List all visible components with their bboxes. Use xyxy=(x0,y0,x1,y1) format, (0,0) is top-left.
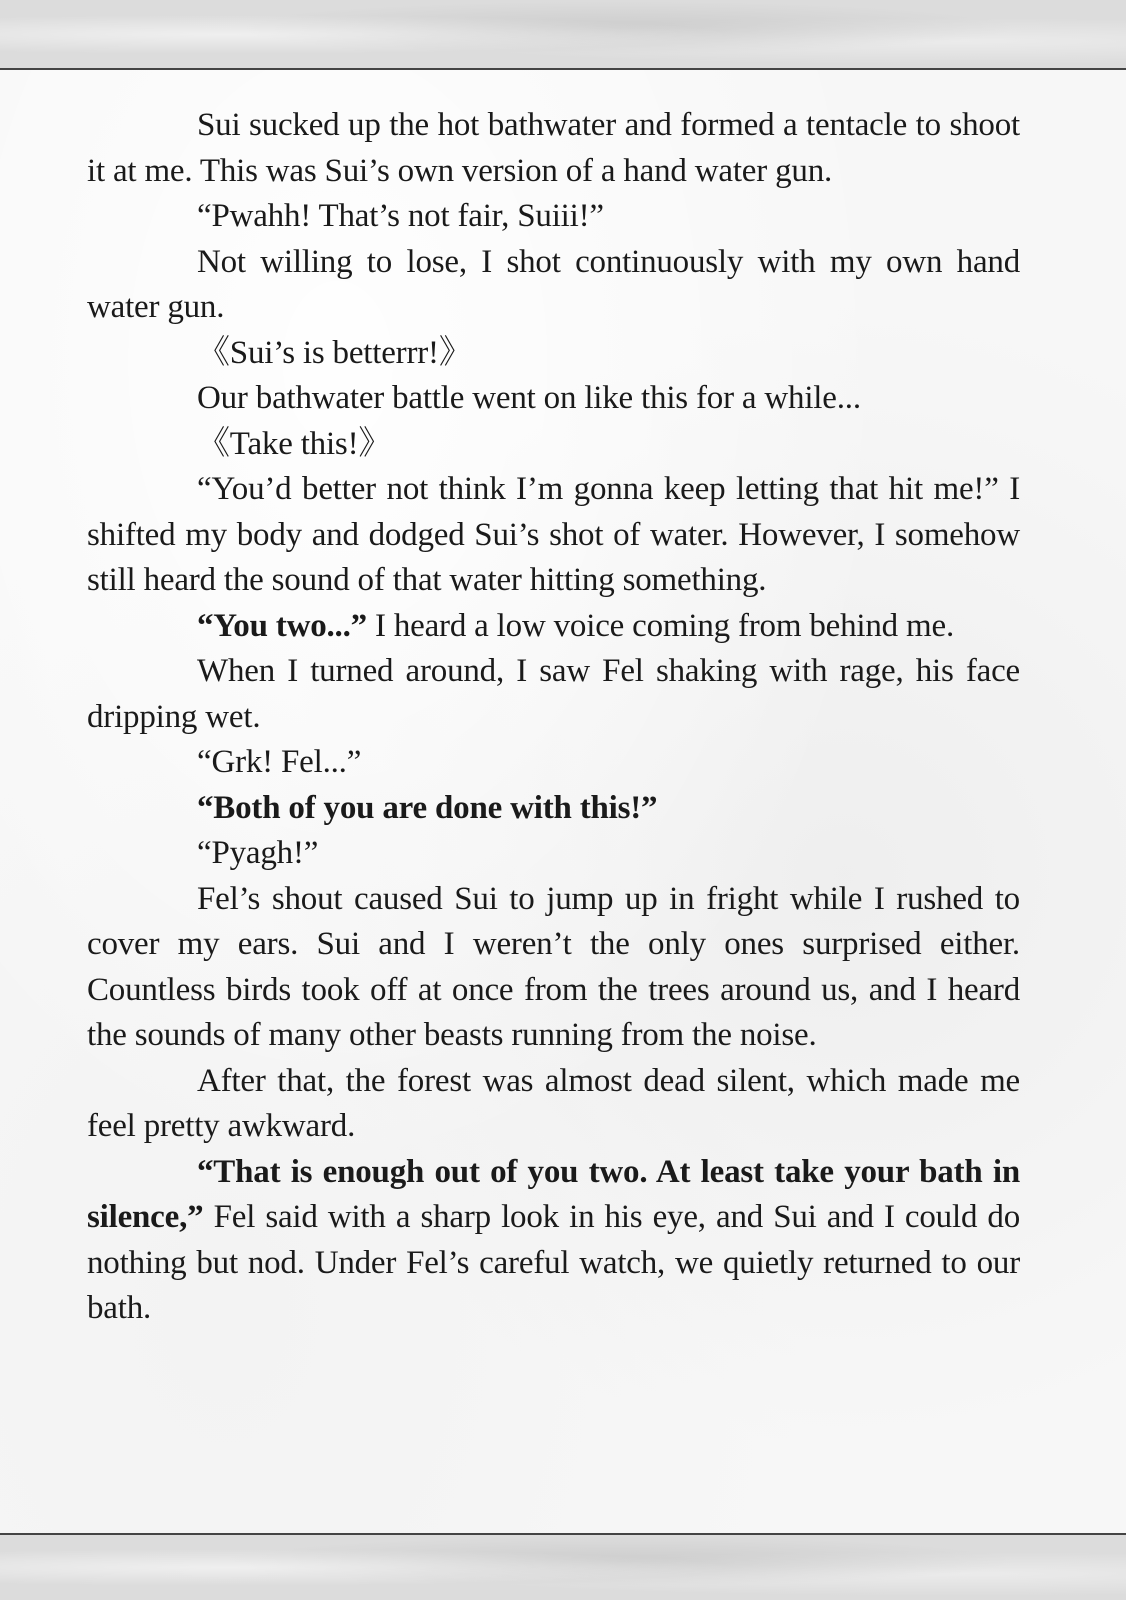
paragraph xyxy=(87,649,1020,740)
body-text xyxy=(87,103,1020,1332)
paragraph xyxy=(87,1059,1020,1150)
bold-dialogue: “That is enough out of you two. At least take your bath in silence,” xyxy=(87,1153,1020,1235)
top-margin-texture xyxy=(0,0,1126,69)
paragraph-text: 《Take this!》 xyxy=(197,425,392,462)
paragraph-text: Not willing to lose, I shot continuously with my own hand water gun. xyxy=(87,243,1020,325)
paragraph-text: I heard a low voice coming from behind me. xyxy=(366,607,954,644)
paragraph xyxy=(87,604,1020,650)
paragraph-text: Our bathwater battle went on like this for a while... xyxy=(197,380,861,416)
paragraph-text: When I turned around, I saw Fel shaking with rage, his face dripping wet. xyxy=(87,653,1020,735)
paragraph-text: “You’d better not think I’m gonna keep letting that hit me!” I shifted my body and dodged Sui’s shot of water. However, I somehow still heard the sound of that water hitting something. xyxy=(87,471,1020,598)
paragraph xyxy=(87,467,1020,604)
paragraph xyxy=(87,103,1020,194)
paragraph xyxy=(87,1150,1020,1332)
paragraph-text: Fel said with a sharp look in his eye, and Sui and I could do nothing but nod. Under Fel’s careful watch, we quietly returned to our bath. xyxy=(87,1199,1020,1326)
paragraph-text: “Pyagh!” xyxy=(197,835,319,871)
bottom-margin-texture xyxy=(0,1535,1126,1600)
paragraph xyxy=(87,240,1020,331)
paragraph-text: Sui sucked up the hot bathwater and formed a tentacle to shoot it at me. This was Sui’s own version of a hand water gun. xyxy=(87,107,1020,189)
paragraph-text: 《Sui’s is betterrr!》 xyxy=(197,334,472,371)
paragraph xyxy=(87,877,1020,1059)
paragraph-text: “Grk! Fel...” xyxy=(197,744,362,780)
paragraph xyxy=(87,331,1020,377)
paragraph xyxy=(87,740,1020,786)
bold-dialogue: “You two...” xyxy=(197,607,367,644)
paragraph xyxy=(87,786,1020,832)
paragraph xyxy=(87,376,1020,422)
paragraph xyxy=(87,831,1020,877)
paragraph-text: Fel’s shout caused Sui to jump up in fright while I rushed to cover my ears. Sui and I weren’t the only ones surprised either. Countless birds took off at once from the trees around us, and I heard the sounds of many other beasts running from the noise. xyxy=(87,880,1020,1053)
paragraph xyxy=(87,194,1020,240)
bold-dialogue: “Both of you are done with this!” xyxy=(197,789,658,826)
paragraph-text: After that, the forest was almost dead silent, which made me feel pretty awkward. xyxy=(87,1062,1020,1144)
paragraph-text: “Pwahh! That’s not fair, Suiii!” xyxy=(197,198,604,234)
paragraph xyxy=(87,422,1020,468)
